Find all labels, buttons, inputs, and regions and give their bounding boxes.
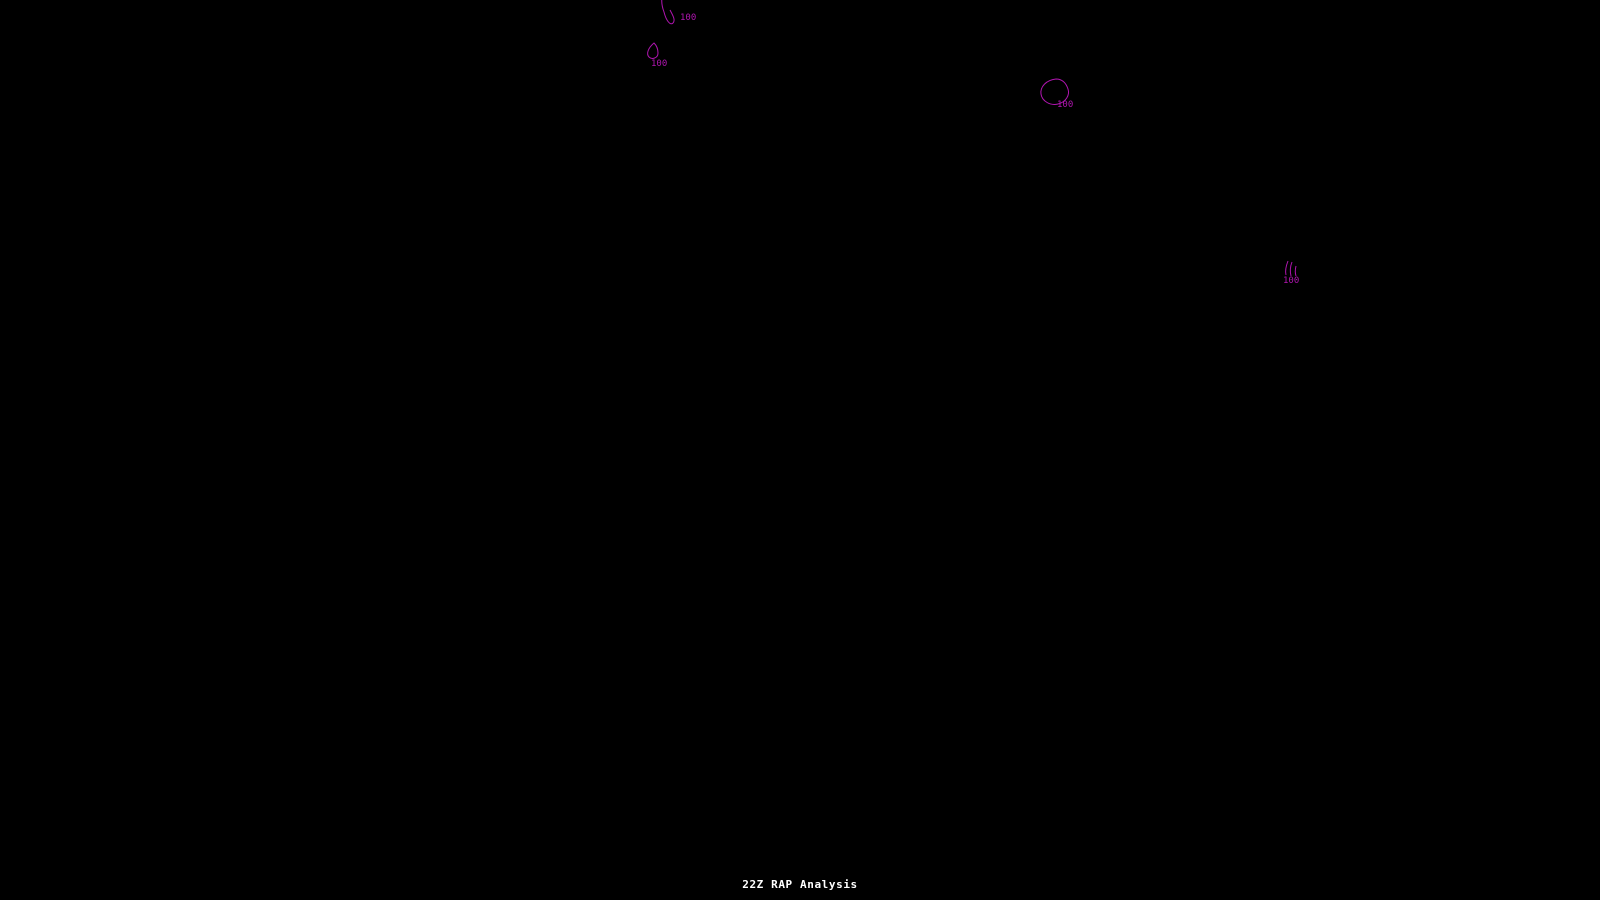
contour-line [662, 0, 674, 24]
contour-line [648, 43, 658, 58]
contour-label: 100 [1057, 100, 1074, 110]
contour-label: 100 [651, 59, 668, 69]
map-caption: 22Z RAP Analysis [742, 878, 858, 891]
contour-label: 100 [680, 13, 697, 23]
contour-label: 100 [1283, 276, 1300, 286]
contour-line [1286, 261, 1296, 276]
